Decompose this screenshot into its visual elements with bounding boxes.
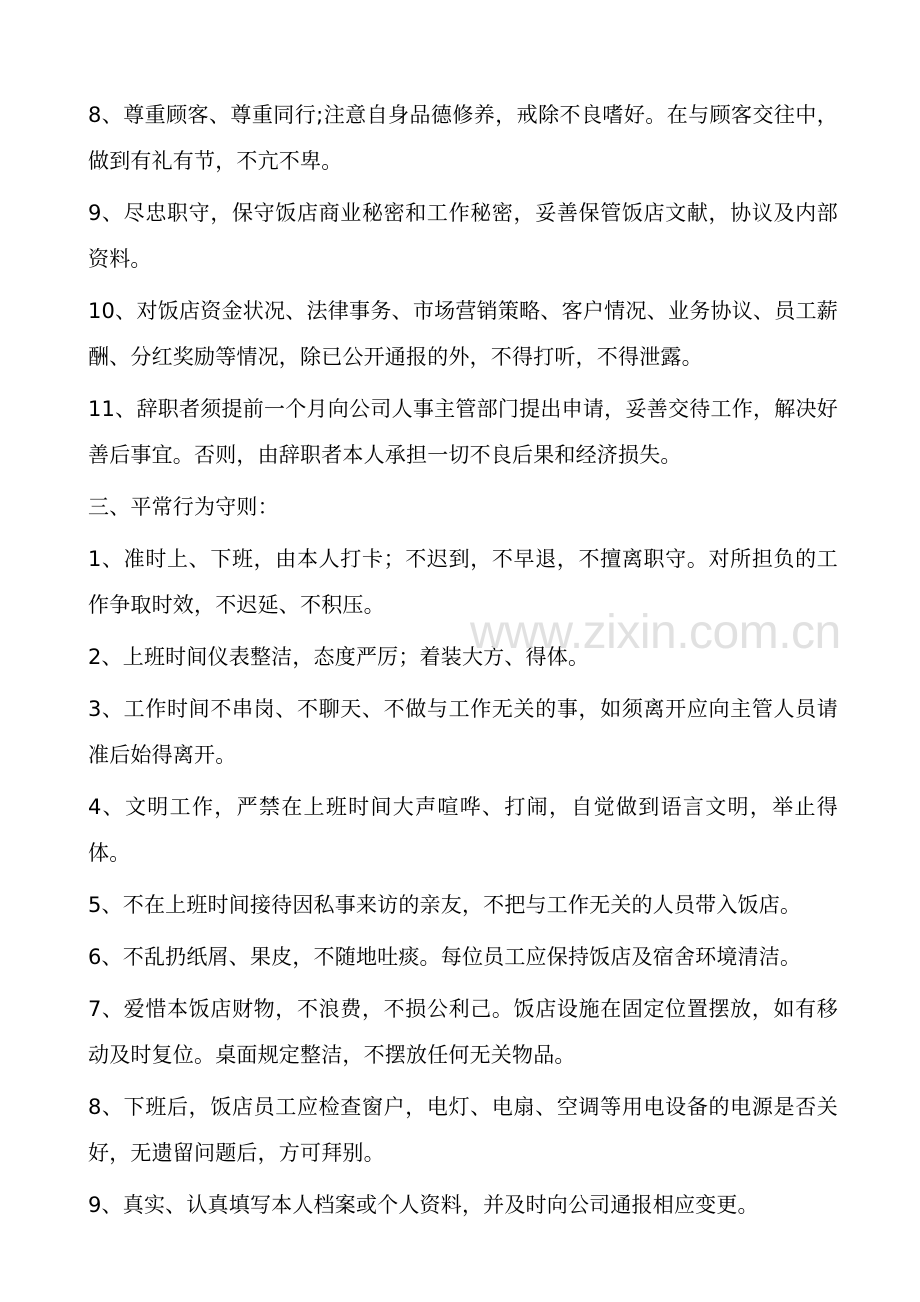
conduct-item-3: 3、工作时间不串岗、不聊天、不做与工作无关的事，如须离开应向主管人员请准后始得离开。 [88, 697, 838, 767]
rule-paragraph-9-confidentiality: 9、尽忠职守，保守饭店商业秘密和工作秘密，妥善保管饭店文献，协议及内部资料。 [88, 201, 838, 271]
conduct-item-1: 1、准时上、下班，由本人打卡；不迟到，不早退，不擅离职守。对所担负的工作争取时效，不迟延、不积压。 [88, 547, 838, 617]
conduct-item-9: 9、真实、认真填写本人档案或个人资料，并及时向公司通报相应变更。 [88, 1193, 759, 1217]
rule-paragraph-10-no-disclosure: 10、对饭店资金状况、法律事务、市场营销策略、客户情况、业务协议、员工薪酬、分红奖励等情况，除已公开通报的外，不得打听，不得泄露。 [88, 299, 838, 369]
document-body [88, 92, 841, 1234]
conduct-item-5: 5、不在上班时间接待因私事来访的亲友，不把与工作无关的人员带入饭店。 [88, 893, 802, 917]
rule-paragraph-11-resignation: 11、辞职者须提前一个月向公司人事主管部门提出申请，妥善交待工作，解决好善后事宜。否则，由辞职者本人承担一切不良后果和经济损失。 [88, 397, 838, 467]
conduct-item-6: 6、不乱扔纸屑、果皮，不随地吐痰。每位员工应保持饭店及宿舍环境清洁。 [88, 945, 802, 969]
section-heading-conduct: 三、平常行为守则： [88, 495, 279, 519]
conduct-item-2: 2、上班时间仪表整洁，态度严厉；着装大方、得体。 [88, 645, 590, 669]
site-watermark: www.zixin.com.cn [470, 606, 841, 659]
conduct-item-4: 4、文明工作，严禁在上班时间大声喧哗、打闹，自觉做到语言文明，举止得体。 [88, 795, 838, 865]
conduct-item-8: 8、下班后，饭店员工应检查窗户，电灯、电扇、空调等用电设备的电源是否关好，无遗留问题后，方可拜别。 [88, 1095, 838, 1165]
conduct-item-7: 7、爱惜本饭店财物，不浪费，不损公利己。饭店设施在固定位置摆放，如有移动及时复位。桌面规定整洁，不摆放任何无关物品。 [88, 997, 838, 1067]
rule-paragraph-8-respect: 8、尊重顾客、尊重同行;注意自身品德修养，戒除不良嗜好。在与顾客交往中，做到有礼有节，不亢不卑。 [88, 103, 838, 173]
